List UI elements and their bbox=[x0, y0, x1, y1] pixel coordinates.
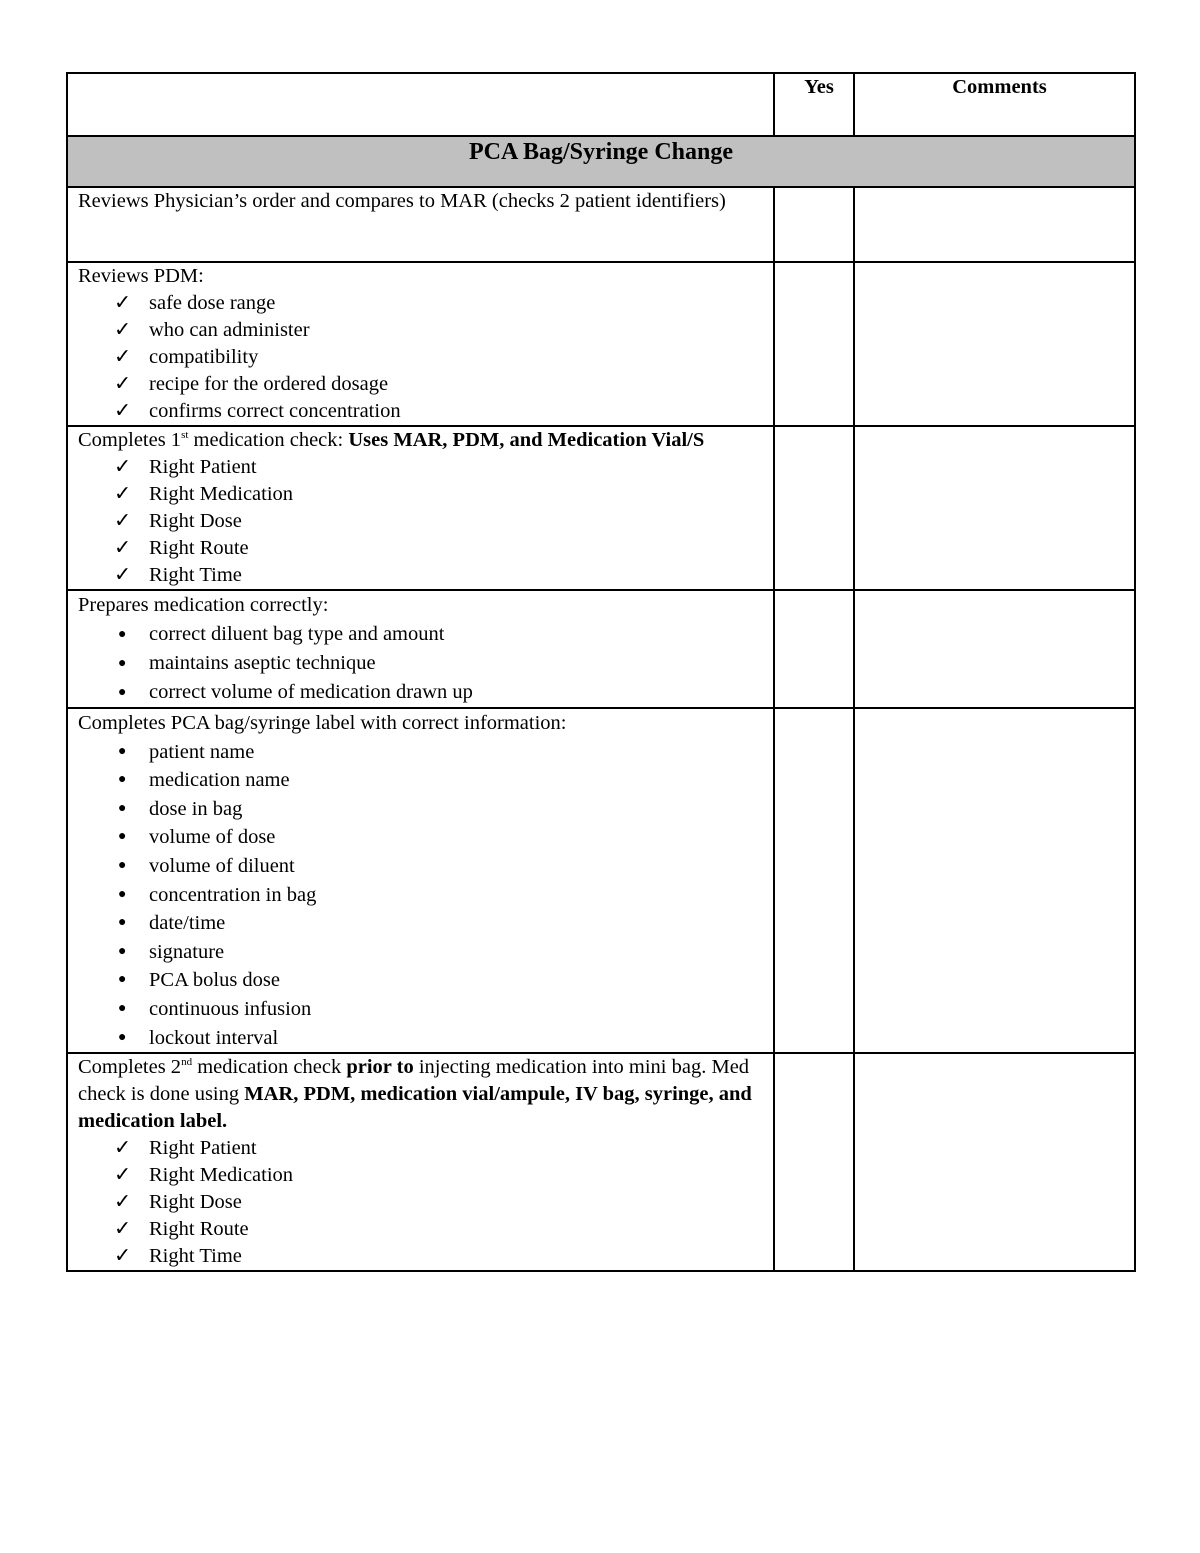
list-item bbox=[114, 398, 773, 425]
list-item bbox=[114, 371, 773, 398]
task-cell bbox=[67, 708, 774, 1053]
item-text: dose in bag bbox=[149, 797, 243, 820]
list-item bbox=[114, 1135, 773, 1162]
item-text: medication name bbox=[149, 769, 290, 792]
task-cell bbox=[67, 426, 774, 590]
bullet-icon: ● bbox=[118, 627, 127, 642]
comments-cell[interactable] bbox=[854, 708, 1135, 1053]
check-list bbox=[78, 1135, 773, 1270]
task-intro bbox=[78, 1054, 773, 1135]
task-cell bbox=[67, 187, 774, 262]
item-text: volume of diluent bbox=[149, 854, 295, 877]
ordinal-suffix: st bbox=[181, 429, 189, 441]
item-text: compatibility bbox=[149, 346, 259, 368]
list-item bbox=[114, 1189, 773, 1216]
intro-bold-text: Uses MAR, PDM, and Medication Vial/S bbox=[348, 429, 705, 451]
list-item bbox=[114, 562, 773, 589]
section-title: PCA Bag/Syringe Change bbox=[67, 136, 1135, 187]
checklist-row bbox=[67, 590, 1135, 708]
comments-cell[interactable] bbox=[854, 187, 1135, 262]
check-icon: ✓ bbox=[114, 319, 132, 341]
item-text: who can administer bbox=[149, 319, 310, 341]
list-item bbox=[114, 344, 773, 371]
task-intro: Prepares medication correctly: bbox=[78, 594, 329, 616]
list-item bbox=[114, 881, 773, 910]
item-text: volume of dose bbox=[149, 826, 276, 849]
bullet-icon: ● bbox=[118, 915, 127, 931]
list-item bbox=[114, 620, 773, 649]
header-comments: Comments bbox=[854, 73, 1135, 136]
item-text: confirms correct concentration bbox=[149, 400, 401, 422]
list-item bbox=[114, 1243, 773, 1270]
ordinal-suffix: nd bbox=[181, 1056, 193, 1069]
check-icon: ✓ bbox=[114, 456, 132, 478]
list-item bbox=[114, 995, 773, 1024]
intro-text: Completes 1 bbox=[78, 429, 182, 451]
check-icon: ✓ bbox=[114, 1164, 132, 1187]
list-item bbox=[114, 766, 773, 795]
intro-bold-text: MAR, PDM, medication vial/ampule, IV bag, syringe, and medication label. bbox=[78, 1083, 752, 1133]
check-icon: ✓ bbox=[114, 292, 132, 314]
comments-cell[interactable] bbox=[854, 1053, 1135, 1271]
list-item bbox=[114, 649, 773, 678]
item-text: Right Dose bbox=[149, 1191, 242, 1214]
yes-cell[interactable] bbox=[774, 187, 854, 262]
check-icon: ✓ bbox=[114, 400, 132, 422]
item-text: Right Patient bbox=[149, 1137, 257, 1160]
bullet-icon: ● bbox=[118, 685, 127, 700]
check-icon: ✓ bbox=[114, 1245, 132, 1268]
item-text: Right Medication bbox=[149, 1164, 294, 1187]
item-text: lockout interval bbox=[149, 1026, 279, 1049]
intro-text: injecting medication into mini bag. Med check is done using bbox=[78, 1056, 750, 1106]
check-icon: ✓ bbox=[114, 346, 132, 368]
pca-checklist-table bbox=[66, 72, 1136, 1272]
bullet-icon: ● bbox=[118, 857, 127, 873]
check-icon: ✓ bbox=[114, 537, 132, 559]
item-text: Right Patient bbox=[149, 456, 257, 478]
list-item bbox=[114, 938, 773, 967]
list-item bbox=[114, 1162, 773, 1189]
check-list bbox=[78, 290, 773, 425]
bullet-icon: ● bbox=[118, 772, 127, 788]
list-item bbox=[114, 317, 773, 344]
checklist-row bbox=[67, 708, 1135, 1053]
bullet-icon: ● bbox=[118, 1029, 127, 1045]
task-intro: Reviews PDM: bbox=[78, 265, 204, 287]
item-text: Right Time bbox=[149, 1245, 242, 1268]
list-item bbox=[114, 795, 773, 824]
check-icon: ✓ bbox=[114, 1191, 132, 1214]
list-item bbox=[114, 823, 773, 852]
yes-cell[interactable] bbox=[774, 262, 854, 426]
list-item bbox=[114, 678, 773, 707]
item-text: date/time bbox=[149, 912, 226, 935]
bullet-icon: ● bbox=[118, 886, 127, 902]
item-text: Right Route bbox=[149, 537, 249, 559]
check-icon: ✓ bbox=[114, 373, 132, 395]
item-text: Right Medication bbox=[149, 483, 294, 505]
checklist-row bbox=[67, 1053, 1135, 1271]
item-text: Right Route bbox=[149, 1218, 249, 1241]
list-item bbox=[114, 454, 773, 481]
intro-text: Completes 2 bbox=[78, 1056, 182, 1079]
bullet-icon: ● bbox=[118, 800, 127, 816]
header-row bbox=[67, 73, 1135, 136]
intro-text: medication check: bbox=[188, 429, 349, 451]
checklist-row bbox=[67, 426, 1135, 590]
yes-cell[interactable] bbox=[774, 590, 854, 708]
header-yes: Yes bbox=[774, 73, 854, 136]
intro-bold-text: prior to bbox=[346, 1056, 414, 1079]
comments-cell[interactable] bbox=[854, 262, 1135, 426]
bullet-list bbox=[78, 620, 773, 707]
bullet-list bbox=[78, 738, 773, 1053]
check-icon: ✓ bbox=[114, 483, 132, 505]
check-icon: ✓ bbox=[114, 510, 132, 532]
item-text: PCA bolus dose bbox=[149, 969, 280, 992]
list-item bbox=[114, 966, 773, 995]
checklist-row bbox=[67, 187, 1135, 262]
list-item bbox=[114, 1216, 773, 1243]
list-item bbox=[114, 481, 773, 508]
item-text: recipe for the ordered dosage bbox=[149, 373, 389, 395]
check-list bbox=[78, 454, 773, 589]
item-text: correct volume of medication drawn up bbox=[149, 681, 473, 703]
yes-cell[interactable] bbox=[774, 1053, 854, 1271]
checklist-row bbox=[67, 262, 1135, 426]
check-icon: ✓ bbox=[114, 564, 132, 586]
bullet-icon: ● bbox=[118, 1000, 127, 1016]
list-item bbox=[114, 290, 773, 317]
bullet-icon: ● bbox=[118, 829, 127, 845]
item-text: maintains aseptic technique bbox=[149, 652, 376, 674]
task-text: Reviews Physician’s order and compares to MAR (checks 2 patient identifiers) bbox=[78, 190, 726, 212]
bullet-icon: ● bbox=[118, 943, 127, 959]
intro-text: medication check bbox=[192, 1056, 347, 1079]
bullet-icon: ● bbox=[118, 972, 127, 988]
list-item bbox=[114, 738, 773, 767]
list-item bbox=[114, 1024, 773, 1053]
item-text: continuous infusion bbox=[149, 997, 312, 1020]
list-item bbox=[114, 508, 773, 535]
comments-cell[interactable] bbox=[854, 590, 1135, 708]
task-intro: Completes PCA bag/syringe label with correct information: bbox=[78, 712, 567, 734]
task-cell bbox=[67, 590, 774, 708]
item-text: correct diluent bag type and amount bbox=[149, 623, 445, 645]
task-cell bbox=[67, 1053, 774, 1271]
item-text: safe dose range bbox=[149, 292, 276, 314]
list-item bbox=[114, 852, 773, 881]
yes-cell[interactable] bbox=[774, 426, 854, 590]
bullet-icon: ● bbox=[118, 656, 127, 671]
item-text: Right Dose bbox=[149, 510, 242, 532]
section-row bbox=[67, 136, 1135, 187]
check-icon: ✓ bbox=[114, 1218, 132, 1241]
yes-cell[interactable] bbox=[774, 708, 854, 1053]
item-text: concentration in bag bbox=[149, 883, 317, 906]
header-task-cell bbox=[67, 73, 774, 136]
list-item bbox=[114, 909, 773, 938]
item-text: signature bbox=[149, 940, 225, 963]
comments-cell[interactable] bbox=[854, 426, 1135, 590]
task-intro bbox=[78, 427, 773, 454]
task-cell bbox=[67, 262, 774, 426]
bullet-icon: ● bbox=[118, 743, 127, 759]
item-text: patient name bbox=[149, 740, 255, 763]
check-icon: ✓ bbox=[114, 1137, 132, 1160]
list-item bbox=[114, 535, 773, 562]
item-text: Right Time bbox=[149, 564, 242, 586]
